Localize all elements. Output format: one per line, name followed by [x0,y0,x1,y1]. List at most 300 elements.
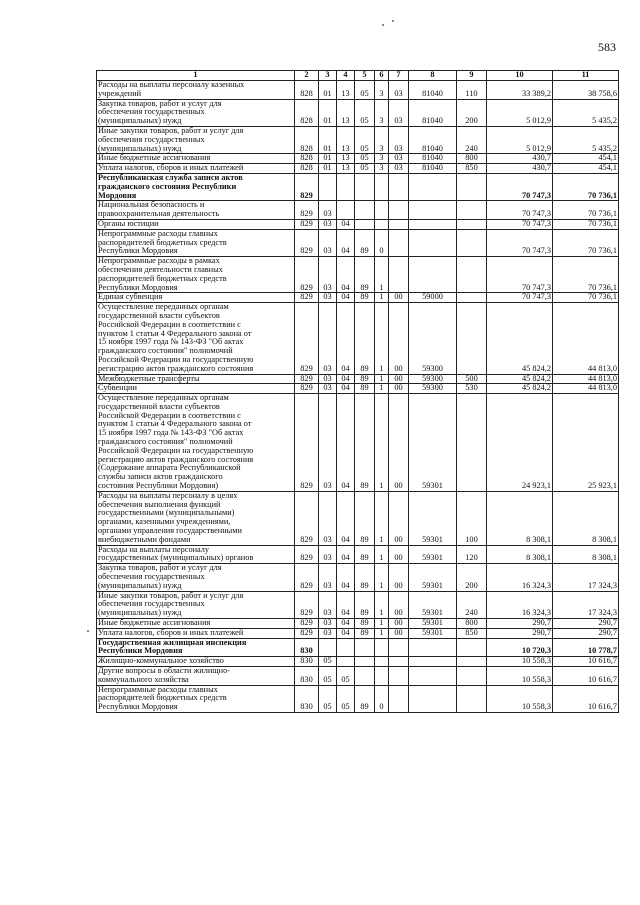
chapter-code-cell: 829 [295,564,319,591]
subsection-code-cell: 04 [337,219,355,229]
program-code-cell [355,219,375,229]
subprogram-code-cell: 3 [375,154,389,164]
direction-code-cell: 81040 [409,99,457,126]
direction-code-cell: 59301 [409,628,457,638]
section-code-cell: 03 [319,229,337,256]
section-code-cell [319,638,337,657]
direction-code-cell: 81040 [409,126,457,153]
amount-year1-cell: 5 012,9 [487,99,553,126]
amount-year2-cell: 290,7 [553,628,619,638]
row-name-cell: Расходы на выплаты персоналу в целях обеспечения выполнения функций государственными (муниципальными) органами, казенными учреждениями, органами управления государственными внебюджетными фондами [97,491,295,545]
chapter-code-cell: 829 [295,201,319,220]
header-cell: 4 [337,71,355,81]
amount-year2-cell: 454,1 [553,164,619,174]
program-code-cell: 05 [355,126,375,153]
subprogram-code-cell: 1 [375,384,389,394]
direction-code-cell: 81040 [409,164,457,174]
subprogram-code-cell [375,173,389,200]
event-code-cell: 00 [389,394,409,492]
row-name-cell: Расходы на выплаты персоналу государственных (муниципальных) органов [97,545,295,564]
subsection-code-cell: 04 [337,293,355,303]
amount-year2-cell: 17 324,3 [553,591,619,618]
table-row [97,154,619,164]
chapter-code-cell: 829 [295,619,319,629]
header-cell: 11 [553,71,619,81]
amount-year2-cell: 44 813,0 [553,303,619,374]
expense-type-code-cell [457,638,487,657]
event-code-cell [389,219,409,229]
expense-type-code-cell [457,201,487,220]
program-code-cell: 89 [355,545,375,564]
program-code-cell [355,667,375,686]
subsection-code-cell [337,173,355,200]
amount-year2-cell: 454,1 [553,154,619,164]
row-name-cell: Другие вопросы в области жилищно- коммунального хозяйства [97,667,295,686]
amount-year1-cell: 45 824,2 [487,374,553,384]
section-code-cell: 03 [319,201,337,220]
chapter-code-cell: 829 [295,394,319,492]
amount-year1-cell: 45 824,2 [487,384,553,394]
table-row [97,394,619,492]
amount-year2-cell: 17 324,3 [553,564,619,591]
direction-code-cell: 59000 [409,293,457,303]
section-code-cell: 01 [319,126,337,153]
table-row [97,201,619,220]
subsection-code-cell: 04 [337,491,355,545]
budget-table-container [96,70,618,713]
event-code-cell [389,173,409,200]
table-row [97,303,619,374]
table-row [97,667,619,686]
event-code-cell [389,201,409,220]
scan-speck [87,630,89,632]
direction-code-cell [409,657,457,667]
subsection-code-cell [337,201,355,220]
table-row [97,384,619,394]
table-row [97,219,619,229]
amount-year1-cell: 70 747,3 [487,293,553,303]
event-code-cell: 00 [389,374,409,384]
table-row [97,685,619,712]
subsection-code-cell: 04 [337,257,355,293]
expense-type-code-cell: 500 [457,374,487,384]
chapter-code-cell: 829 [295,303,319,374]
subsection-code-cell: 04 [337,394,355,492]
expense-type-code-cell: 850 [457,628,487,638]
subsection-code-cell: 05 [337,667,355,686]
section-code-cell: 03 [319,619,337,629]
header-cell: 1 [97,71,295,81]
event-code-cell [389,685,409,712]
row-name-cell: Государственная жилищная инспекция Республики Мордовия [97,638,295,657]
table-row [97,374,619,384]
header-cell: 6 [375,71,389,81]
section-code-cell: 03 [319,384,337,394]
subprogram-code-cell: 1 [375,293,389,303]
amount-year2-cell: 5 435,2 [553,99,619,126]
amount-year1-cell: 70 747,3 [487,173,553,200]
row-name-cell: Непрограммные расходы главных распорядителей бюджетных средств Республики Мордовия [97,685,295,712]
scan-speck [382,24,384,26]
section-code-cell: 03 [319,219,337,229]
row-name-cell: Осуществление переданных органам государственной власти субъектов Российской Федерации в соответствии с пунктом 1 статьи 4 Федерального закона от 15 ноября 1997 года № 143-ФЗ "Об актах гражданского состояния" полномочий Российской Федерации на государственную регистрацию актов гражданского состояния (Содержание аппарата Республиканской службы записи актов гражданского состояния Республики Мордовия) [97,394,295,492]
chapter-code-cell: 830 [295,685,319,712]
direction-code-cell [409,685,457,712]
event-code-cell [389,657,409,667]
program-code-cell: 89 [355,591,375,618]
expense-type-code-cell [457,229,487,256]
direction-code-cell: 81040 [409,81,457,100]
amount-year1-cell: 70 747,3 [487,201,553,220]
row-name-cell: Республиканская служба записи актов гражданского состояния Республики Мордовия [97,173,295,200]
chapter-code-cell: 830 [295,667,319,686]
subprogram-code-cell: 1 [375,564,389,591]
subsection-code-cell [337,657,355,667]
subsection-code-cell: 04 [337,564,355,591]
event-code-cell: 00 [389,628,409,638]
expense-type-code-cell: 800 [457,154,487,164]
expense-type-code-cell [457,303,487,374]
subprogram-code-cell: 0 [375,685,389,712]
amount-year1-cell: 5 012,9 [487,126,553,153]
subprogram-code-cell: 1 [375,374,389,384]
row-name-cell: Уплата налогов, сборов и иных платежей [97,164,295,174]
expense-type-code-cell: 200 [457,564,487,591]
program-code-cell: 89 [355,293,375,303]
direction-code-cell: 59301 [409,619,457,629]
subprogram-code-cell: 3 [375,99,389,126]
header-cell: 9 [457,71,487,81]
program-code-cell: 89 [355,257,375,293]
table-row [97,126,619,153]
scan-speck [392,20,394,22]
table-row [97,81,619,100]
chapter-code-cell: 830 [295,657,319,667]
amount-year2-cell: 8 308,1 [553,491,619,545]
section-code-cell: 05 [319,685,337,712]
chapter-code-cell: 829 [295,219,319,229]
program-code-cell: 89 [355,374,375,384]
event-code-cell: 00 [389,384,409,394]
direction-code-cell: 59300 [409,374,457,384]
row-name-cell: Субвенции [97,384,295,394]
event-code-cell: 03 [389,154,409,164]
direction-code-cell: 59301 [409,564,457,591]
subsection-code-cell: 13 [337,126,355,153]
section-code-cell: 01 [319,99,337,126]
event-code-cell: 00 [389,545,409,564]
expense-type-code-cell [457,394,487,492]
subprogram-code-cell [375,219,389,229]
chapter-code-cell: 828 [295,164,319,174]
program-code-cell: 89 [355,564,375,591]
section-code-cell: 03 [319,293,337,303]
subsection-code-cell: 04 [337,303,355,374]
subsection-code-cell: 13 [337,99,355,126]
subprogram-code-cell [375,657,389,667]
chapter-code-cell: 828 [295,81,319,100]
section-code-cell: 03 [319,564,337,591]
row-name-cell: Уплата налогов, сборов и иных платежей [97,628,295,638]
table-row [97,229,619,256]
program-code-cell [355,201,375,220]
chapter-code-cell: 828 [295,126,319,153]
direction-code-cell: 59301 [409,591,457,618]
amount-year2-cell: 5 435,2 [553,126,619,153]
program-code-cell: 89 [355,491,375,545]
event-code-cell: 00 [389,564,409,591]
expense-type-code-cell [457,685,487,712]
chapter-code-cell: 828 [295,99,319,126]
subprogram-code-cell: 1 [375,303,389,374]
table-row [97,619,619,629]
table-row [97,257,619,293]
table-row [97,591,619,618]
row-name-cell: Иные закупки товаров, работ и услуг для обеспечения государственных (муниципальных) нужд [97,591,295,618]
amount-year2-cell: 8 308,1 [553,545,619,564]
header-cell: 2 [295,71,319,81]
amount-year2-cell: 70 736,1 [553,201,619,220]
amount-year2-cell: 44 813,0 [553,384,619,394]
expense-type-code-cell [457,657,487,667]
subprogram-code-cell [375,201,389,220]
event-code-cell: 00 [389,591,409,618]
amount-year1-cell: 10 558,3 [487,667,553,686]
row-name-cell: Иные бюджетные ассигнования [97,619,295,629]
expense-type-code-cell: 100 [457,491,487,545]
section-code-cell: 03 [319,257,337,293]
event-code-cell [389,638,409,657]
direction-code-cell [409,219,457,229]
expense-type-code-cell: 240 [457,591,487,618]
table-row [97,638,619,657]
section-code-cell: 03 [319,591,337,618]
chapter-code-cell: 828 [295,154,319,164]
amount-year2-cell: 290,7 [553,619,619,629]
expense-type-code-cell [457,173,487,200]
row-name-cell: Единая субвенция [97,293,295,303]
expense-type-code-cell: 200 [457,99,487,126]
expense-type-code-cell: 240 [457,126,487,153]
subprogram-code-cell [375,667,389,686]
amount-year2-cell: 38 758,6 [553,81,619,100]
chapter-code-cell: 829 [295,628,319,638]
expense-type-code-cell [457,667,487,686]
chapter-code-cell: 829 [295,545,319,564]
amount-year2-cell: 10 616,7 [553,685,619,712]
chapter-code-cell: 829 [295,173,319,200]
direction-code-cell [409,667,457,686]
subsection-code-cell: 04 [337,384,355,394]
page-number: 583 [598,40,616,54]
row-name-cell: Органы юстиции [97,219,295,229]
section-code-cell: 03 [319,394,337,492]
amount-year2-cell: 44 813,0 [553,374,619,384]
amount-year1-cell: 8 308,1 [487,491,553,545]
event-code-cell: 03 [389,81,409,100]
table-row [97,293,619,303]
event-code-cell [389,257,409,293]
row-name-cell: Непрограммные расходы в рамках обеспечения деятельности главных распорядителей бюджетных средств Республики Мордовия [97,257,295,293]
event-code-cell: 03 [389,164,409,174]
amount-year1-cell: 290,7 [487,628,553,638]
chapter-code-cell: 829 [295,591,319,618]
program-code-cell [355,638,375,657]
amount-year1-cell: 430,7 [487,154,553,164]
amount-year1-cell: 10 720,3 [487,638,553,657]
direction-code-cell [409,173,457,200]
program-code-cell: 05 [355,164,375,174]
program-code-cell: 89 [355,303,375,374]
amount-year1-cell: 70 747,3 [487,219,553,229]
amount-year1-cell: 10 558,3 [487,685,553,712]
table-row [97,545,619,564]
header-cell: 8 [409,71,457,81]
row-name-cell: Осуществление переданных органам государственной власти субъектов Российской Федерации в соответствии с пунктом 1 статьи 4 Федерального закона от 15 ноября 1997 года № 143-ФЗ "Об актах гражданского состояния" полномочий Российской Федерации на государственную регистрацию актов гражданского состояния [97,303,295,374]
event-code-cell [389,667,409,686]
table-row [97,173,619,200]
amount-year1-cell: 33 389,2 [487,81,553,100]
section-code-cell: 03 [319,303,337,374]
expense-type-code-cell [457,293,487,303]
program-code-cell: 89 [355,628,375,638]
table-row [97,564,619,591]
program-code-cell: 05 [355,154,375,164]
row-name-cell: Жилищно-коммунальное хозяйство [97,657,295,667]
header-cell: 5 [355,71,375,81]
chapter-code-cell: 829 [295,491,319,545]
subprogram-code-cell: 1 [375,491,389,545]
section-code-cell: 05 [319,657,337,667]
subsection-code-cell: 04 [337,591,355,618]
program-code-cell: 89 [355,394,375,492]
amount-year1-cell: 16 324,3 [487,591,553,618]
program-code-cell: 89 [355,229,375,256]
table-row [97,164,619,174]
amount-year2-cell: 10 778,7 [553,638,619,657]
section-code-cell: 01 [319,164,337,174]
subsection-code-cell [337,638,355,657]
event-code-cell: 00 [389,619,409,629]
amount-year1-cell: 430,7 [487,164,553,174]
direction-code-cell: 59300 [409,303,457,374]
program-code-cell: 89 [355,384,375,394]
direction-code-cell [409,201,457,220]
direction-code-cell [409,229,457,256]
amount-year1-cell: 8 308,1 [487,545,553,564]
chapter-code-cell: 829 [295,229,319,256]
amount-year2-cell: 70 736,1 [553,173,619,200]
expense-type-code-cell: 800 [457,619,487,629]
subsection-code-cell: 05 [337,685,355,712]
section-code-cell: 03 [319,491,337,545]
expense-type-code-cell: 110 [457,81,487,100]
section-code-cell: 03 [319,628,337,638]
subprogram-code-cell: 3 [375,126,389,153]
chapter-code-cell: 829 [295,384,319,394]
program-code-cell: 05 [355,81,375,100]
chapter-code-cell: 829 [295,257,319,293]
chapter-code-cell: 829 [295,374,319,384]
subprogram-code-cell: 0 [375,229,389,256]
subprogram-code-cell: 3 [375,164,389,174]
amount-year1-cell: 10 558,3 [487,657,553,667]
direction-code-cell [409,638,457,657]
chapter-code-cell: 829 [295,293,319,303]
table-body [97,81,619,713]
table-row [97,657,619,667]
program-code-cell: 89 [355,619,375,629]
row-name-cell: Национальная безопасность и правоохранительная деятельность [97,201,295,220]
amount-year1-cell: 45 824,2 [487,303,553,374]
amount-year1-cell: 16 324,3 [487,564,553,591]
header-cell: 7 [389,71,409,81]
subsection-code-cell: 04 [337,628,355,638]
event-code-cell [389,229,409,256]
table-row [97,628,619,638]
section-code-cell: 05 [319,667,337,686]
expense-type-code-cell: 850 [457,164,487,174]
subprogram-code-cell: 1 [375,257,389,293]
program-code-cell [355,657,375,667]
subsection-code-cell: 13 [337,164,355,174]
table-row [97,491,619,545]
table-row [97,99,619,126]
header-cell: 10 [487,71,553,81]
subprogram-code-cell: 1 [375,591,389,618]
subprogram-code-cell [375,638,389,657]
direction-code-cell [409,257,457,293]
section-code-cell: 01 [319,154,337,164]
row-name-cell: Закупка товаров, работ и услуг для обеспечения государственных (муниципальных) нужд [97,564,295,591]
amount-year1-cell: 290,7 [487,619,553,629]
amount-year2-cell: 70 736,1 [553,257,619,293]
subprogram-code-cell: 1 [375,394,389,492]
section-code-cell: 01 [319,81,337,100]
row-name-cell: Закупка товаров, работ и услуг для обеспечения государственных (муниципальных) нужд [97,99,295,126]
subsection-code-cell: 04 [337,229,355,256]
row-name-cell: Иные бюджетные ассигнования [97,154,295,164]
event-code-cell: 03 [389,126,409,153]
event-code-cell: 03 [389,99,409,126]
amount-year1-cell: 24 923,1 [487,394,553,492]
direction-code-cell: 59300 [409,384,457,394]
subprogram-code-cell: 3 [375,81,389,100]
event-code-cell: 00 [389,491,409,545]
header-cell: 3 [319,71,337,81]
row-name-cell: Иные закупки товаров, работ и услуг для обеспечения государственных (муниципальных) нужд [97,126,295,153]
expense-type-code-cell: 120 [457,545,487,564]
section-code-cell: 03 [319,374,337,384]
amount-year2-cell: 70 736,1 [553,229,619,256]
subsection-code-cell: 13 [337,81,355,100]
chapter-code-cell: 830 [295,638,319,657]
program-code-cell: 89 [355,685,375,712]
subprogram-code-cell: 1 [375,619,389,629]
amount-year2-cell: 25 923,1 [553,394,619,492]
section-code-cell [319,173,337,200]
row-name-cell: Межбюджетные трансферты [97,374,295,384]
subsection-code-cell: 04 [337,374,355,384]
row-name-cell: Непрограммные расходы главных распорядителей бюджетных средств Республики Мордовия [97,229,295,256]
amount-year2-cell: 70 736,1 [553,293,619,303]
amount-year2-cell: 10 616,7 [553,657,619,667]
direction-code-cell: 59301 [409,394,457,492]
expense-type-code-cell [457,219,487,229]
section-code-cell: 03 [319,545,337,564]
budget-table [96,70,619,713]
row-name-cell: Расходы на выплаты персоналу казенных учреждений [97,81,295,100]
